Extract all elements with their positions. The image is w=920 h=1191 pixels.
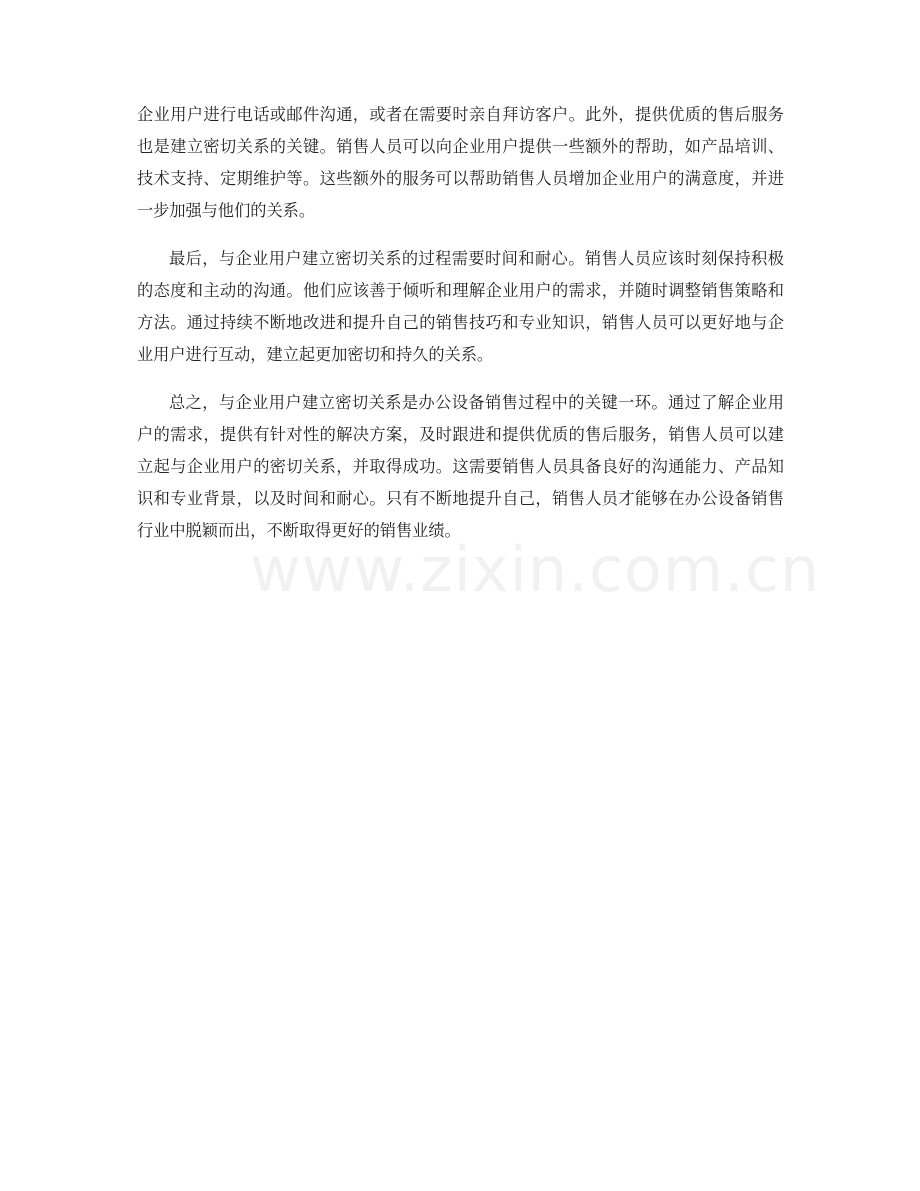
paragraph-continuation: 企业用户进行电话或邮件沟通，或者在需要时亲自拜访客户。此外，提供优质的售后服务也是建立密切关系的关键。销售人员可以向企业用户提供一些额外的帮助，如产品培训、技术支持、定期维护等。这些额外的服务可以帮助销售人员增加企业用户的满意度，并进一步加强与他们的关系。: [137, 105, 784, 220]
document-body: [137, 99, 784, 563]
paragraph-finally: 最后，与企业用户建立密切关系的过程需要时间和耐心。销售人员应该时刻保持积极的态度和主动的沟通。他们应该善于倾听和理解企业用户的需求，并随时调整销售策略和方法。通过持续不断地改进和提升自己的销售技巧和专业知识，销售人员可以更好地与企业用户进行互动，建立起更加密切和持久的关系。: [137, 249, 784, 364]
watermark-text: www.zixin.com.cn: [250, 533, 821, 606]
paragraph-conclusion: 总之，与企业用户建立密切关系是办公设备销售过程中的关键一环。通过了解企业用户的需求，提供有针对性的解决方案，及时跟进和提供优质的售后服务，销售人员可以建立起与企业用户的密切关系，并取得成功。这需要销售人员具备良好的沟通能力、产品知识和专业背景，以及时间和耐心。只有不断地提升自己，销售人员才能够在办公设备销售行业中脱颖而出，不断取得更好的销售业绩。: [137, 393, 784, 540]
